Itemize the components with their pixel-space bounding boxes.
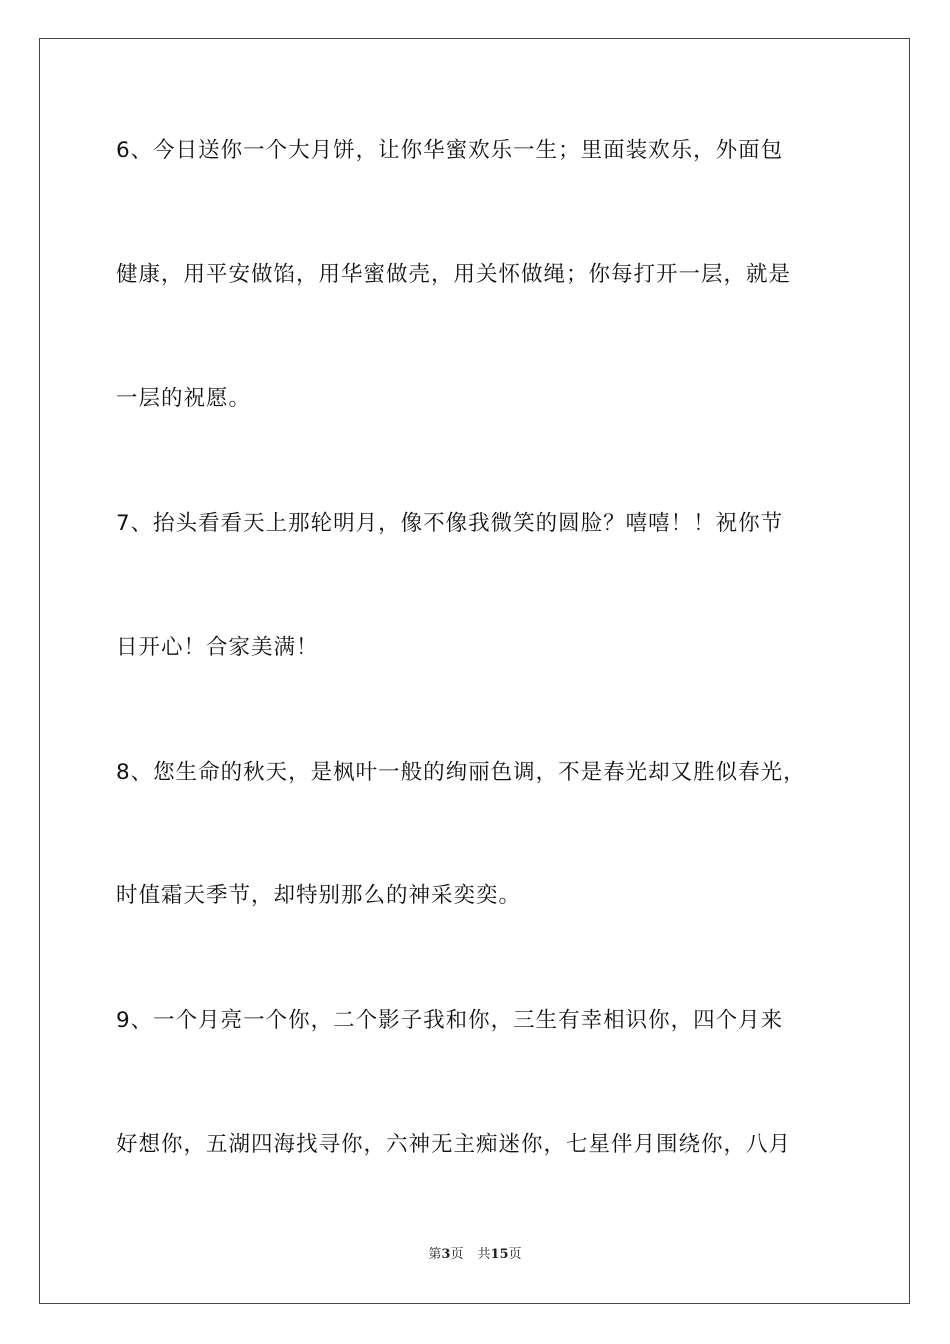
- total-pages: 15: [490, 1247, 509, 1262]
- total-suffix: 页: [508, 1247, 522, 1262]
- text-line: 8、您生命的秋天，是枫叶一般的绚丽色调，不是春光却又胜似春光，: [116, 760, 806, 785]
- page-footer: [0, 1246, 950, 1264]
- text-line: 9、一个月亮一个你，二个影子我和你，三生有幸相识你，四个月来: [116, 1008, 784, 1033]
- page-border: [39, 38, 910, 1304]
- page-suffix: 页: [450, 1247, 464, 1262]
- text-line: 好想你，五湖四海找寻你，六神无主痴迷你，七星伴月围绕你，八月: [116, 1132, 792, 1157]
- text-line: 日开心！合家美满！: [116, 635, 319, 660]
- total-prefix: 共: [477, 1247, 491, 1262]
- page-number: 3: [441, 1247, 451, 1262]
- text-line: 时值霜天季节，却特别那么的神采奕奕。: [116, 883, 522, 908]
- text-line: 一层的祝愿。: [116, 386, 252, 411]
- page-prefix: 第: [428, 1247, 442, 1262]
- text-line: 健康，用平安做馅，用华蜜做壳，用关怀做绳；你每打开一层，就是: [116, 262, 792, 287]
- text-line: 7、抬头看看天上那轮明月，像不像我微笑的圆脸？嘻嘻！！祝你节: [116, 511, 784, 536]
- text-line: 6、今日送你一个大月饼，让你华蜜欢乐一生；里面装欢乐，外面包: [116, 138, 784, 163]
